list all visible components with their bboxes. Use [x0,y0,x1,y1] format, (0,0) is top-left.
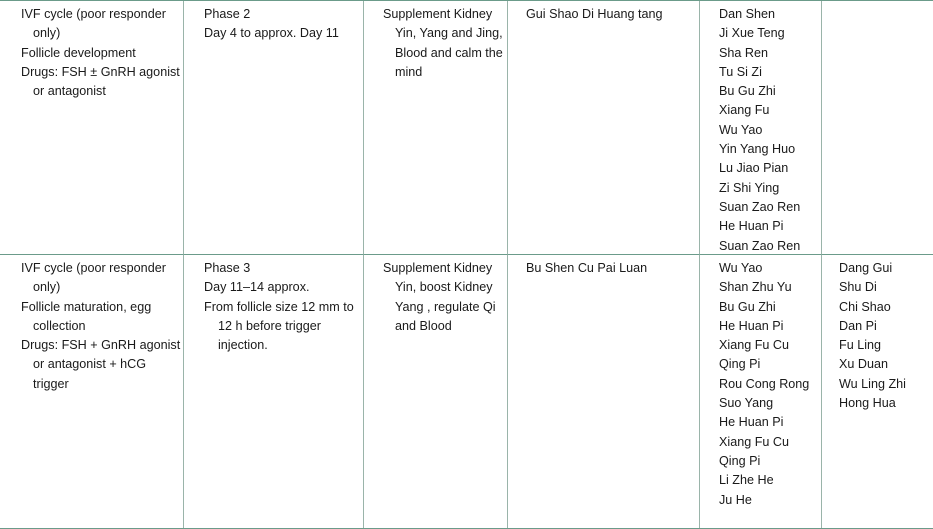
herb-item: Xiang Fu Cu [719,434,790,449]
herb-item: Shan Zhu Yu [719,280,792,295]
stage-line: IVF cycle (poor responder only) [21,7,166,41]
herb-item: Xu Duan [839,357,889,372]
herb-item: Bu Gu Zhi [719,299,776,314]
herb-item: Rou Cong Rong [719,376,810,391]
herb-item: Ju He [719,492,752,507]
herb-item: Qing Pi [719,453,761,468]
herb-item: Wu Yao [719,261,763,275]
herb-item: He Huan Pi [719,415,784,430]
stage-cell [0,255,184,528]
phase-line: Phase 2 [204,7,251,21]
formula-cell [508,1,700,255]
herb-item: Zi Shi Ying [719,180,780,195]
herbs-cell [700,1,822,255]
table-grid [0,1,933,528]
principle-cell [364,1,508,255]
herb-item: Xiang Fu Cu [719,338,790,353]
stage-line: Follicle development [21,45,136,60]
formula-name: Bu Shen Cu Pai Luan [526,261,648,275]
herb-item: Suo Yang [719,396,774,411]
stage-line: Drugs: FSH + GnRH agonist or antagonist + hCG trigger [21,338,181,391]
principle-line: Supplement Kidney Yin, Yang and Jing, Blood and calm the mind [383,7,503,79]
herbs-cell [700,255,822,528]
phase-line: Day 11–14 approx. [204,280,310,295]
herbs-extra-cell [822,255,933,528]
principle-cell [364,255,508,528]
formula-cell [508,255,700,528]
stage-cell [0,1,184,255]
phase-line: Phase 3 [204,261,251,275]
phase-cell [184,1,364,255]
herb-item: Bu Gu Zhi [719,84,776,99]
phase-line: Day 4 to approx. Day 11 [204,26,339,41]
phase-cell [184,255,364,528]
herb-item: Suan Zao Ren [719,199,801,214]
principle-line: Supplement Kidney Yin, boost Kidney Yang , regulate Qi and Blood [383,261,496,333]
stage-line: Follicle maturation, egg collection [21,299,152,333]
herb-item: Wu Yao [719,122,763,137]
herb-item: Dan Pi [839,318,877,333]
herb-item: Hong Hua [839,396,896,411]
herb-item: Xiang Fu [719,103,770,118]
herb-item: Fu Ling [839,338,882,353]
herb-item: Dang Gui [839,261,893,275]
herb-item: Qing Pi [719,357,761,372]
herb-item: He Huan Pi [719,219,784,234]
herbs-extra-cell [822,1,933,255]
phase-line: From follicle size 12 mm to 12 h before trigger injection. [204,299,354,353]
herb-item: Dan Shen [719,7,776,21]
herb-item: He Huan Pi [719,318,784,333]
herb-item: Suan Zao Ren [719,238,801,253]
herb-item: Chi Shao [839,299,891,314]
herb-item: Shu Di [839,280,877,295]
stage-line: IVF cycle (poor responder only) [21,261,166,295]
herb-item: Lu Jiao Pian [719,161,789,176]
herb-item: Sha Ren [719,45,769,60]
herb-item: Wu Ling Zhi [839,376,906,391]
herb-item: Yin Yang Huo [719,142,796,157]
herb-item: Tu Si Zi [719,64,762,79]
stage-line: Drugs: FSH ± GnRH agonist or antagonist [21,64,180,99]
herb-item: Ji Xue Teng [719,26,785,41]
formula-name: Gui Shao Di Huang tang [526,7,663,21]
herb-item: Li Zhe He [719,473,774,488]
